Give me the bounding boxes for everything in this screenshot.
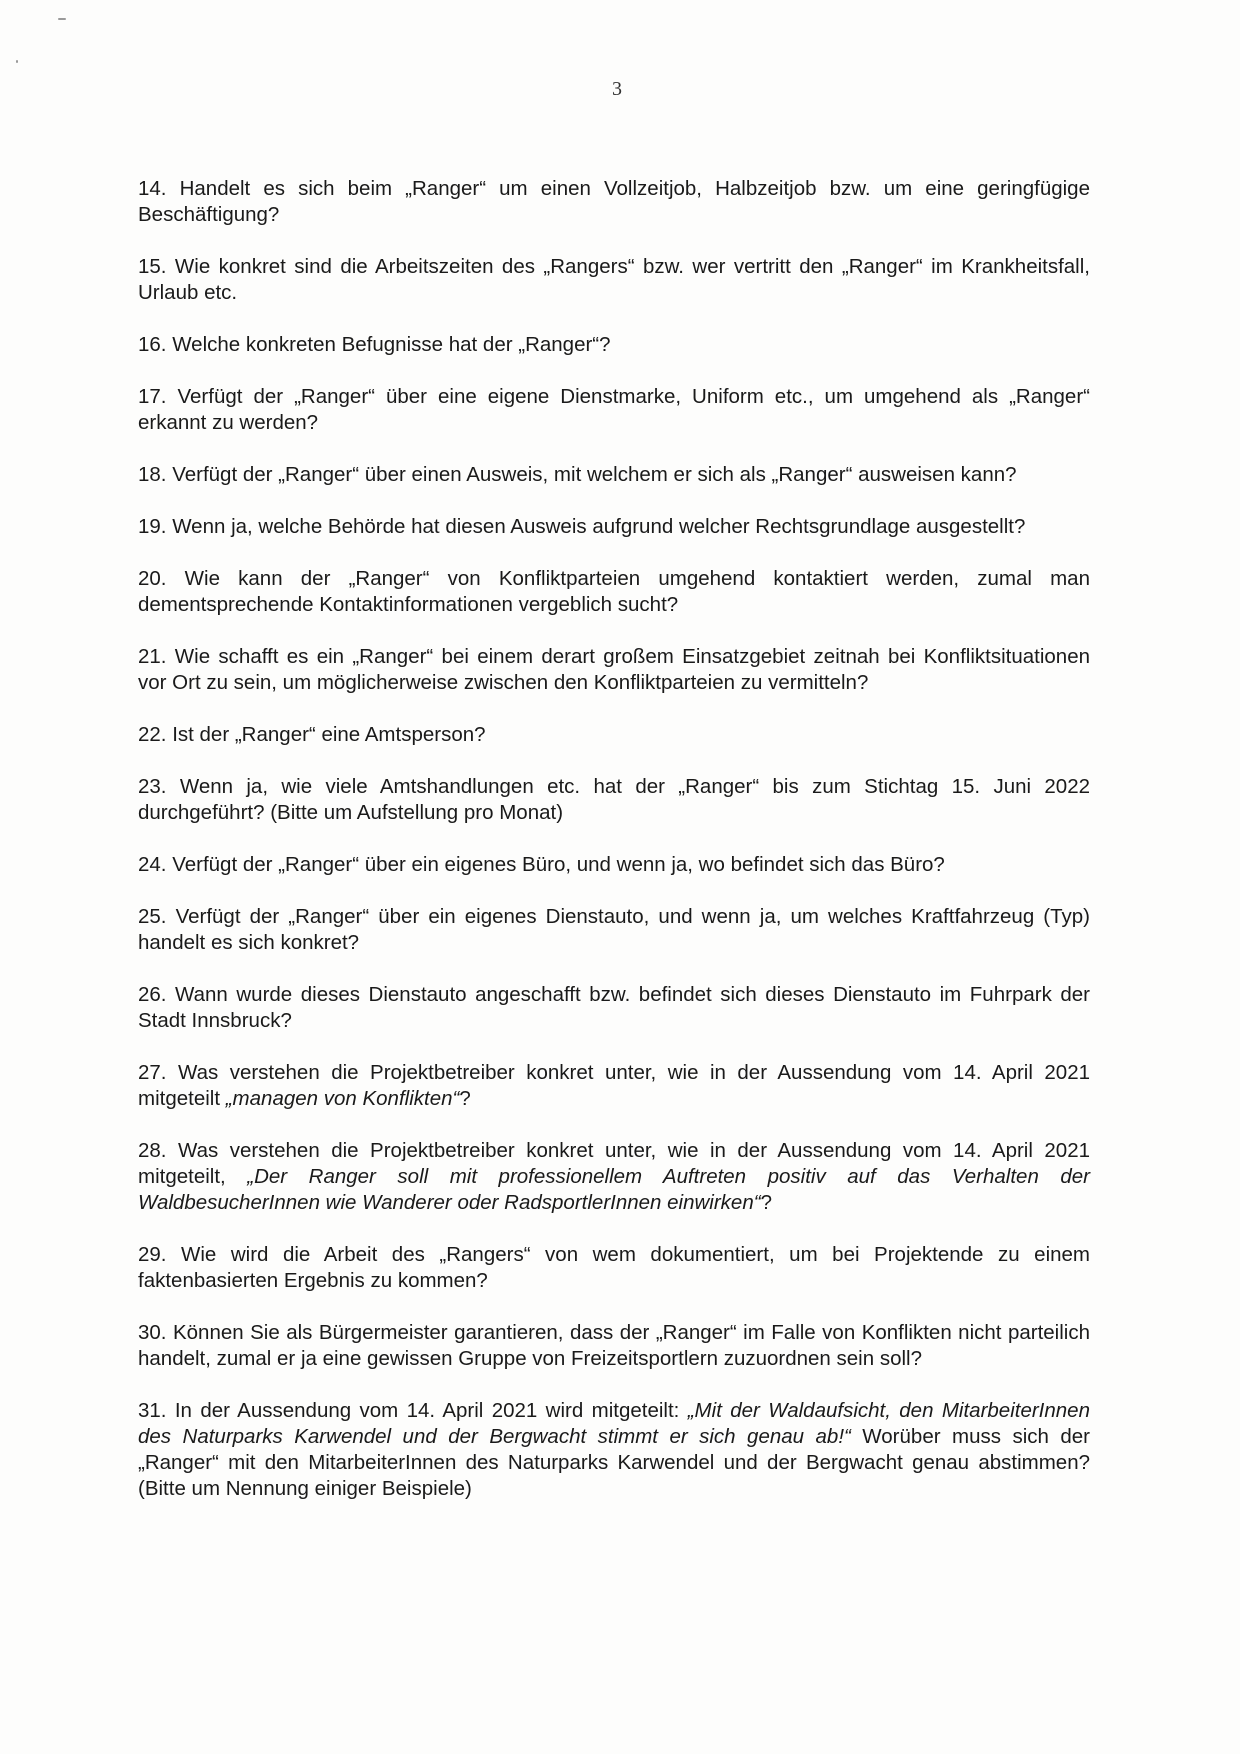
question-28: 28. Was verstehen die Projektbetreiber konkret unter, wie in der Aussendung vom 14. April 2021 mitgeteilt, „Der Ranger soll mit professionellem Auftreten positiv auf das Verhalten der WaldbesucherInnen wie Wanderer oder RadsportlerInnen einwirken“? [138, 1139, 1091, 1214]
question-31: 31. In der Aussendung vom 14. April 2021 wird mitgeteilt: „Mit der Waldaufsicht, den MitarbeiterInnen des Naturparks Karwendel und der Bergwacht stimmt er sich genau ab!“ Worüber muss sich der „Ranger“ mit den MitarbeiterInnen des Naturparks Karwendel und der Bergwacht genau abstimmen? (Bitte um Nennung einiger Beispiele) [138, 1399, 1090, 1500]
question-26: 26. Wann wurde dieses Dienstauto angeschafft bzw. befindet sich dieses Dienstauto im Fuhrpark der Stadt Innsbruck? [138, 983, 1090, 1032]
quote: „Mit der Waldaufsicht, den MitarbeiterInnen des Naturparks Karwendel und der Bergwacht stimmt er sich genau ab!“ [138, 1399, 1090, 1448]
question-15: 15. Wie konkret sind die Arbeitszeiten des „Rangers“ bzw. wer vertritt den „Ranger“ im Krankheitsfall, Urlaub etc. [138, 255, 1090, 304]
question-17: 17. Verfügt der „Ranger“ über eine eigene Dienstmarke, Uniform etc., um umgehend als „Ranger“ erkannt zu werden? [138, 385, 1090, 434]
question-24: 24. Verfügt der „Ranger“ über ein eigenes Büro, und wenn ja, wo befindet sich das Büro? [138, 853, 945, 876]
question-18: 18. Verfügt der „Ranger“ über einen Ausweis, mit welchem er sich als „Ranger“ ausweisen kann? [138, 463, 1017, 486]
question-27: 27. Was verstehen die Projektbetreiber konkret unter, wie in der Aussendung vom 14. April 2021 mitgeteilt „managen von Konflikten“? [138, 1061, 1090, 1110]
page-number: 3 [612, 78, 622, 100]
question-16: 16. Welche konkreten Befugnisse hat der „Ranger“? [138, 333, 611, 356]
question-19: 19. Wenn ja, welche Behörde hat diesen Ausweis aufgrund welcher Rechtsgrundlage ausgestellt? [138, 515, 1026, 538]
question-22: 22. Ist der „Ranger“ eine Amtsperson? [138, 723, 486, 746]
question-20: 20. Wie kann der „Ranger“ von Konfliktparteien umgehend kontaktiert werden, zumal man dementsprechende Kontaktinformationen vergeblich sucht? [138, 567, 1090, 616]
question-23: 23. Wenn ja, wie viele Amtshandlungen etc. hat der „Ranger“ bis zum Stichtag 15. Juni 2022 durchgeführt? (Bitte um Aufstellung pro Monat) [138, 775, 1090, 824]
question-25: 25. Verfügt der „Ranger“ über ein eigenes Dienstauto, und wenn ja, um welches Kraftfahrzeug (Typ) handelt es sich konkret? [138, 905, 1090, 954]
quote: „managen von Konflikten“ [225, 1087, 460, 1110]
question-29: 29. Wie wird die Arbeit des „Rangers“ von wem dokumentiert, um bei Projektende zu einem faktenbasierten Ergebnis zu kommen? [138, 1243, 1090, 1292]
question-21: 21. Wie schafft es ein „Ranger“ bei einem derart großem Einsatzgebiet zeitnah bei Konfliktsituationen vor Ort zu sein, um möglicherweise zwischen den Konfliktparteien zu vermitteln? [138, 645, 1090, 694]
question-list [138, 176, 1090, 1528]
quote: „Der Ranger soll mit professionellem Auftreten positiv auf das Verhalten der WaldbesucherInnen wie Wanderer oder RadsportlerInnen einwirken“ [138, 1165, 1091, 1214]
question-30: 30. Können Sie als Bürgermeister garantieren, dass der „Ranger“ im Falle von Konflikten nicht parteilich handelt, zumal er ja eine gewissen Gruppe von Freizeitsportlern zuzuordnen sein soll? [138, 1321, 1090, 1370]
question-14: 14. Handelt es sich beim „Ranger“ um einen Vollzeitjob, Halbzeitjob bzw. um eine geringfügige Beschäftigung? [138, 177, 1090, 226]
